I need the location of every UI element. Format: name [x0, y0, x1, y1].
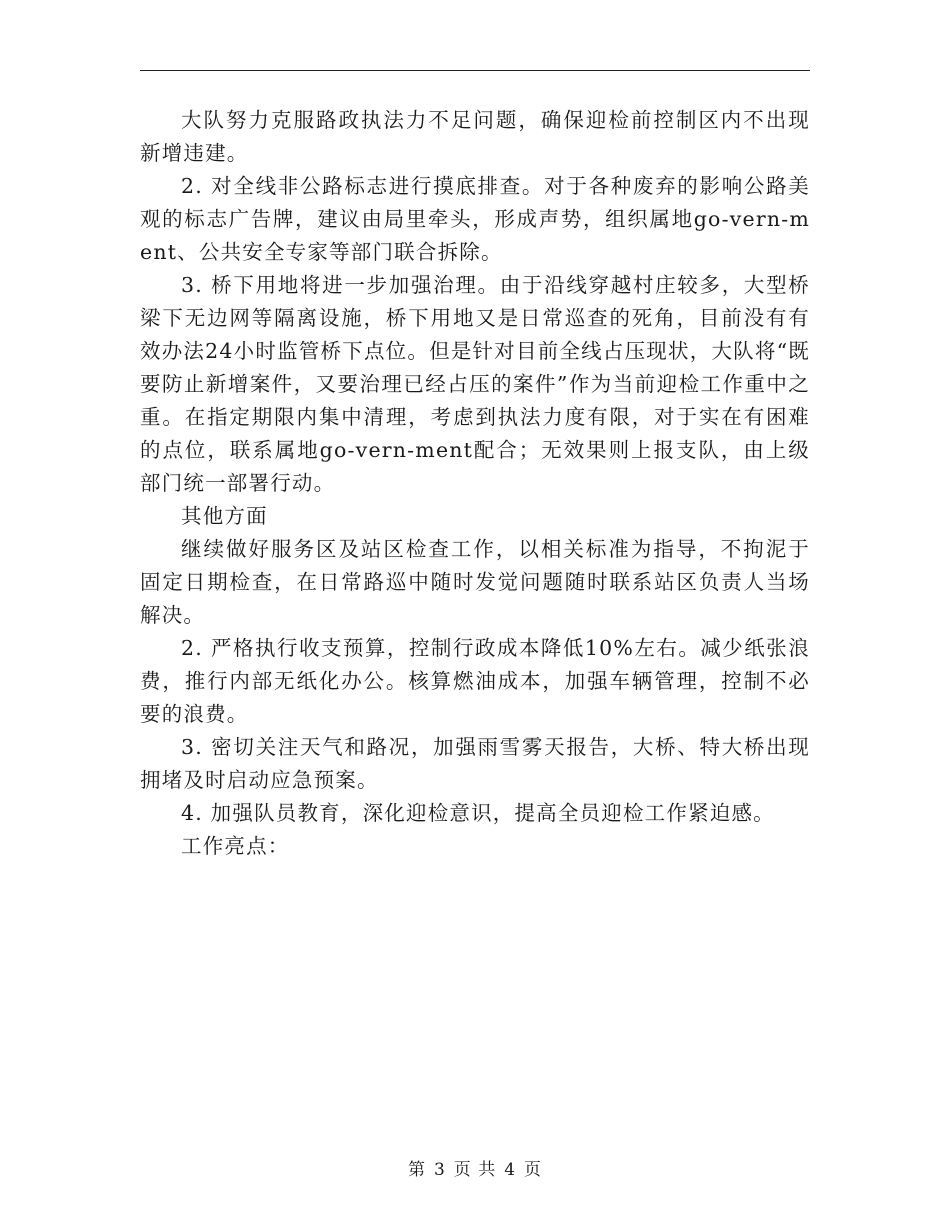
page-footer: [0, 1155, 950, 1180]
paragraph: 大队努力克服路政执法力不足问题，确保迎检前控制区内不出现新增违建。: [140, 108, 810, 165]
page-label-prefix: 第: [407, 1160, 426, 1180]
header-rule: [140, 70, 810, 71]
total-pages-number: 4: [504, 1160, 517, 1180]
document-body: [140, 104, 810, 863]
paragraph: 3. 密切关注天气和路况，加强雨雪雾天报告，大桥、特大桥出现拥堵及时启动应急预案。: [140, 735, 810, 792]
section-heading: 其他方面: [181, 504, 268, 528]
paragraph: 继续做好服务区及站区检查工作，以相关标准为指导，不拘泥于固定日期检查，在日常路巡中随时发觉问题随时联系站区负责人当场解决。: [140, 537, 810, 627]
paragraph: 2. 严格执行收支预算，控制行政成本降低10%左右。减少纸张浪费，推行内部无纸化办公。核算燃油成本，加强车辆管理，控制不必要的浪费。: [140, 636, 810, 726]
page-label-suffix: 页: [524, 1160, 543, 1180]
paragraph: 3. 桥下用地将进一步加强治理。由于沿线穿越村庄较多，大型桥梁下无边网等隔离设施，桥下用地又是日常巡查的死角，目前没有有效办法24小时监管桥下点位。但是针对目前全线占压现状，大队将“既要防止新增案件，又要治理已经占压的案件”作为当前迎检工作重中之重。在指定期限内集中清理，考虑到执法力度有限，对于实在有困难的点位，联系属地go-vern-ment配合；无效果则上报支队，由上级部门统一部署行动。: [140, 273, 810, 495]
section-heading: 工作亮点：: [181, 834, 290, 858]
current-page-number: 3: [433, 1160, 446, 1180]
paragraph: 2. 对全线非公路标志进行摸底排查。对于各种废弃的影响公路美观的标志广告牌，建议由局里牵头，形成声势，组织属地go-vern-ment、公共安全专家等部门联合拆除。: [140, 174, 810, 264]
page-label-mid: 页 共: [453, 1160, 497, 1180]
paragraph: 4. 加强队员教育，深化迎检意识，提高全员迎检工作紧迫感。: [181, 801, 775, 825]
